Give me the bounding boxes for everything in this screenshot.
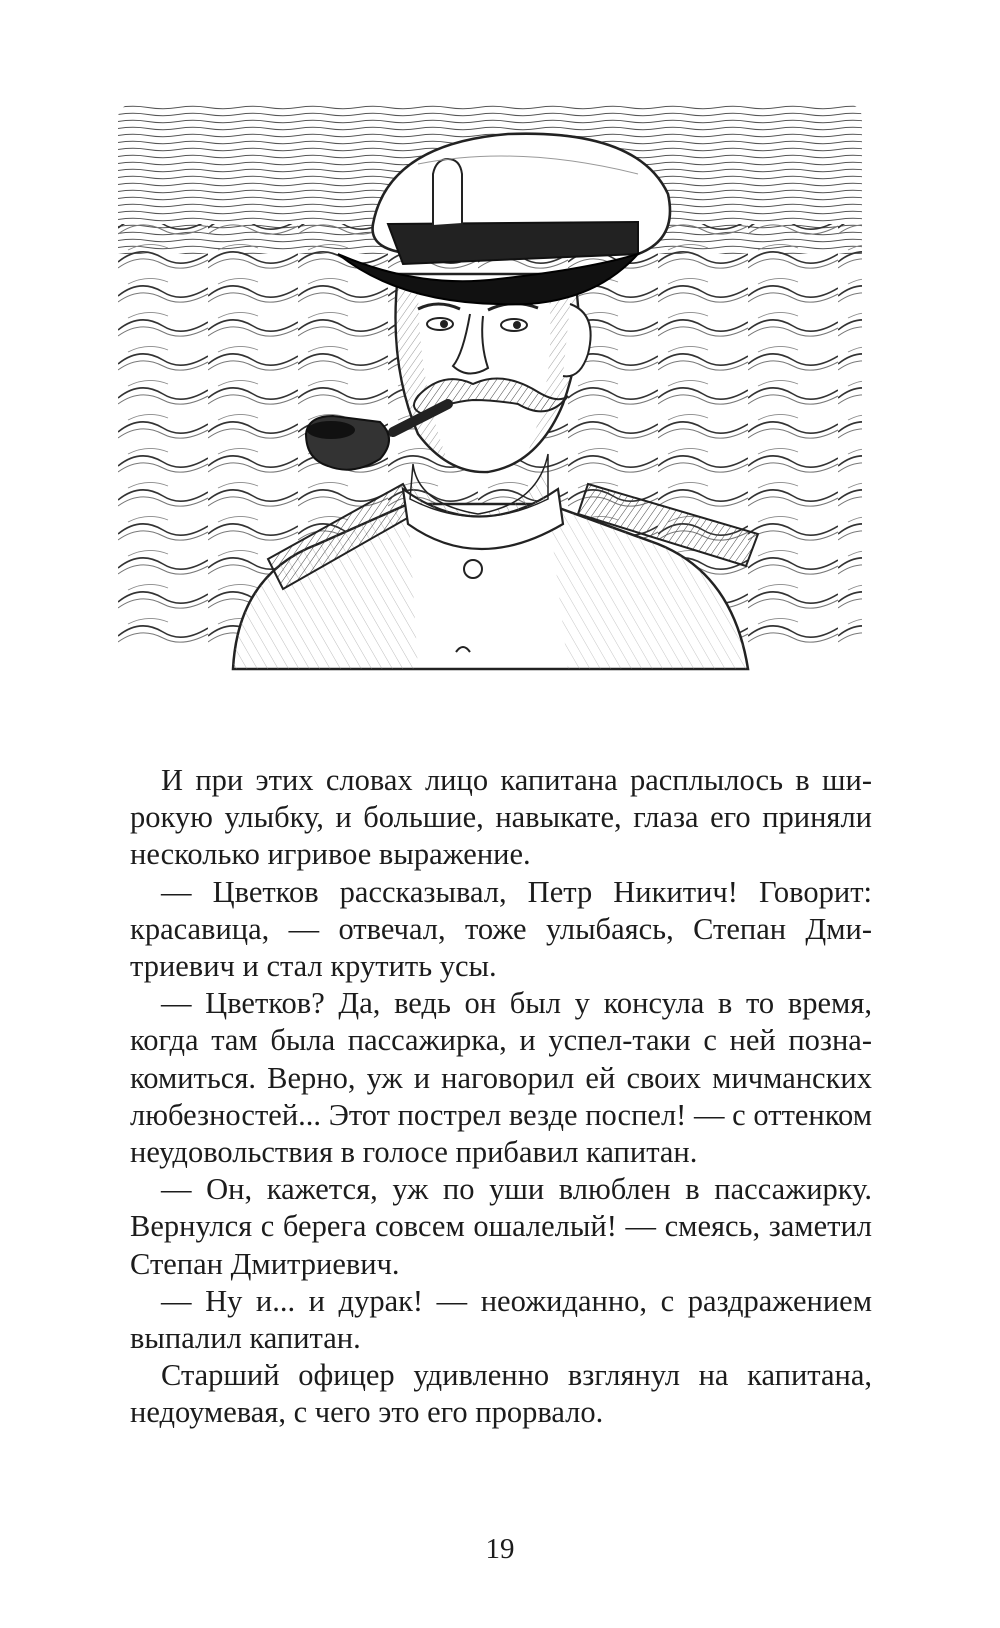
paragraph: — Цветков? Да, ведь он был у консула в то время, когда там была пассажирка, и успел-таки с ней познакомиться. Верно, уж и наговорил ей своих мичманских любезностей... Этот пострел везде поспел! — с оттенком неудовольствия в голосе прибавил капитан. <box>130 986 872 1170</box>
paragraph: — Он, кажется, уж по уши влюблен в пассажирку. Вернулся с берега совсем ошалелый! — смеясь, заметил Степан Дмитриевич. <box>130 1172 872 1281</box>
button <box>464 560 482 578</box>
paragraph: Старший офицер удивленно взглянул на капитана, недоумевая, с чего это его прорвало. <box>130 1358 872 1430</box>
cap-badge <box>433 159 462 226</box>
captain-illustration <box>118 104 862 694</box>
page-number: 19 <box>485 1533 515 1565</box>
paragraph: — Цветков рассказывал, Петр Никитич! Говорит: красавица, — отвечал, тоже улыбаясь, Степан Дмитриевич и стал крутить усы. <box>130 874 872 984</box>
paragraph: — Ну и... и дурак! — неожиданно, с раздражением выпалил капитан. <box>130 1283 872 1356</box>
paragraph: И при этих словах лицо капитана расплылось в широкую улыбку, и большие, навыкате, глаза его приняли несколько игривое выражение. <box>130 763 872 872</box>
main-text <box>130 762 872 1432</box>
